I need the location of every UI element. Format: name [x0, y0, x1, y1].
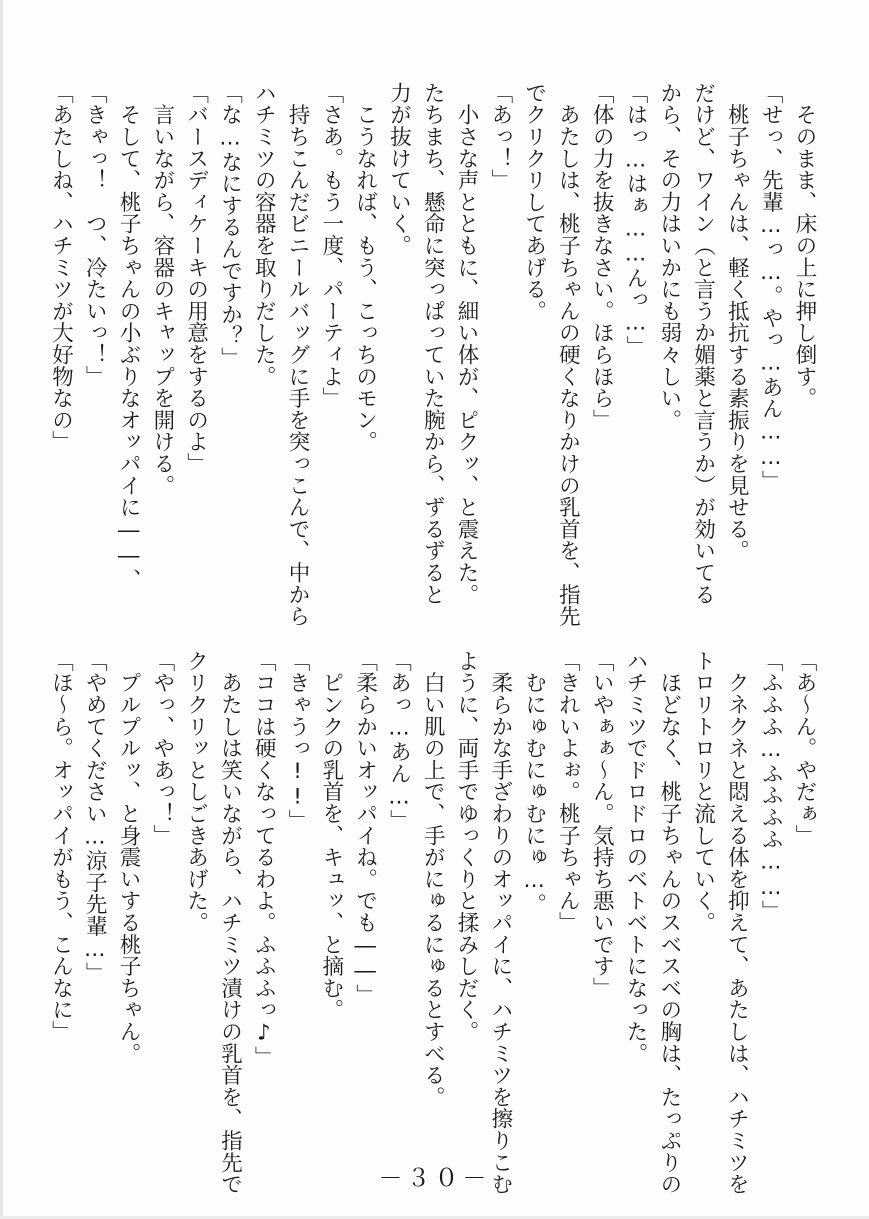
text-line: 「ふふふ…ふふふふ……」: [758, 650, 784, 923]
text-line: 「柔らかいオッパイね。でも――」: [352, 650, 378, 1006]
text-line: 白い肌の上で、手がにゅるにゅるとすべる。: [420, 650, 446, 1108]
text-line: 「いやぁぁ～ん。気持ち悪いです」: [589, 650, 615, 999]
text-line: 「バースディケーキの用意をするのよ」: [183, 82, 209, 475]
text-line: だけど、ワイン（と言うか媚薬と言うか）が効いてる: [690, 82, 716, 606]
text-line: トロリトロリと流していく。: [690, 650, 716, 934]
text-line: 持ちこんだビニールバッグに手を突っこんで、中から: [285, 82, 311, 627]
text-line: から、その力はいかにも弱々しい。: [656, 82, 682, 431]
text-line: 「きゃうっ!!」: [285, 650, 311, 832]
text-line: ピンクの乳首を、キュッ、と摘む。: [318, 650, 344, 1021]
text-line: 「あたしね、ハチミツが大好物なの」: [48, 82, 74, 453]
text-line: 力が抜けていく。: [386, 82, 412, 257]
text-line: 言いながら、容器のキャップを開ける。: [149, 82, 175, 497]
text-line: クネクネと悶える体を抑えて、あたしは、ハチミツを: [724, 650, 750, 1195]
text-line: 「あっ…あん…」: [386, 650, 412, 832]
text-line: 「ほ～ら。オッパイがもう、こんなに」: [48, 650, 74, 1043]
text-line: 「ココは硬くなってるわよ。ふふふっ♪」: [251, 650, 277, 1068]
text-line: そのまま、床の上に押し倒す。: [792, 82, 817, 409]
text-line: 「せっ、先輩…っ…。やっ…あん……」: [758, 82, 784, 492]
text-line: 「やめてください…涼子先輩…」: [82, 650, 108, 984]
text-line: 「な…なにするんですか？」: [217, 82, 243, 369]
text-line: 柔らかな手ざわりのオッパイに、ハチミツを擦りこむ: [487, 650, 513, 1195]
text-line: こうなれば、もう、こっちのモン。: [352, 82, 378, 453]
text-line: そして、桃子ちゃんの小ぶりなオッパイに――、: [116, 82, 142, 591]
text-line: あたしは、桃子ちゃんの硬くなりかけの乳首を、指先: [555, 82, 581, 627]
text-line: たちまち、懸命に突っぱっていた腕から、ずるずると: [420, 82, 446, 606]
text-line: プルプルッ、と身震いする桃子ちゃん。: [116, 650, 142, 1065]
page-edge-left: [0, 0, 3, 1219]
text-line: 小さな声とともに、細い体が、ピクッ、と震えた。: [454, 82, 480, 606]
text-line: ほどなく、桃子ちゃんのスベスベの胸は、たっぷりの: [656, 650, 682, 1195]
text-line: 「きゃっ！ つ、冷たいっ！」: [82, 82, 108, 388]
page-number: －３０－: [378, 1164, 491, 1192]
text-line: ハチミツでドロドロのベトベトになった。: [623, 650, 649, 1065]
text-line: 「やっ、やあっ！」: [149, 650, 175, 847]
text-block-top: [44, 82, 821, 627]
text-line: 「あっ！」: [487, 82, 513, 191]
text-line: 桃子ちゃんは、軽く抵抗する素振りを見せる。: [724, 82, 750, 562]
text-line: クリクリッとしごきあげた。: [183, 650, 209, 934]
text-line: 「さあ。もう一度、パーティよ」: [318, 82, 344, 409]
text-line: ハチミツの容器を取りだした。: [251, 82, 277, 388]
text-line: 「はっ…はぁ……んっ…」: [623, 82, 649, 358]
text-line: むにゅむにゅむにゅ…。: [521, 650, 547, 916]
text-line: 「体の力を抜きなさい。ほらほら」: [589, 82, 615, 431]
text-line: ように、両手でゆっくりと揉みしだく。: [454, 650, 480, 1043]
text-line: 「あ～ん。やだぁ」: [792, 650, 817, 847]
text-line: あたしは笑いながら、ハチミツ漬けの乳首を、指先で: [217, 650, 243, 1195]
text-line: でクリクリしてあげる。: [521, 82, 547, 322]
text-line: 「きれいよぉ。桃子ちゃん」: [555, 650, 581, 934]
